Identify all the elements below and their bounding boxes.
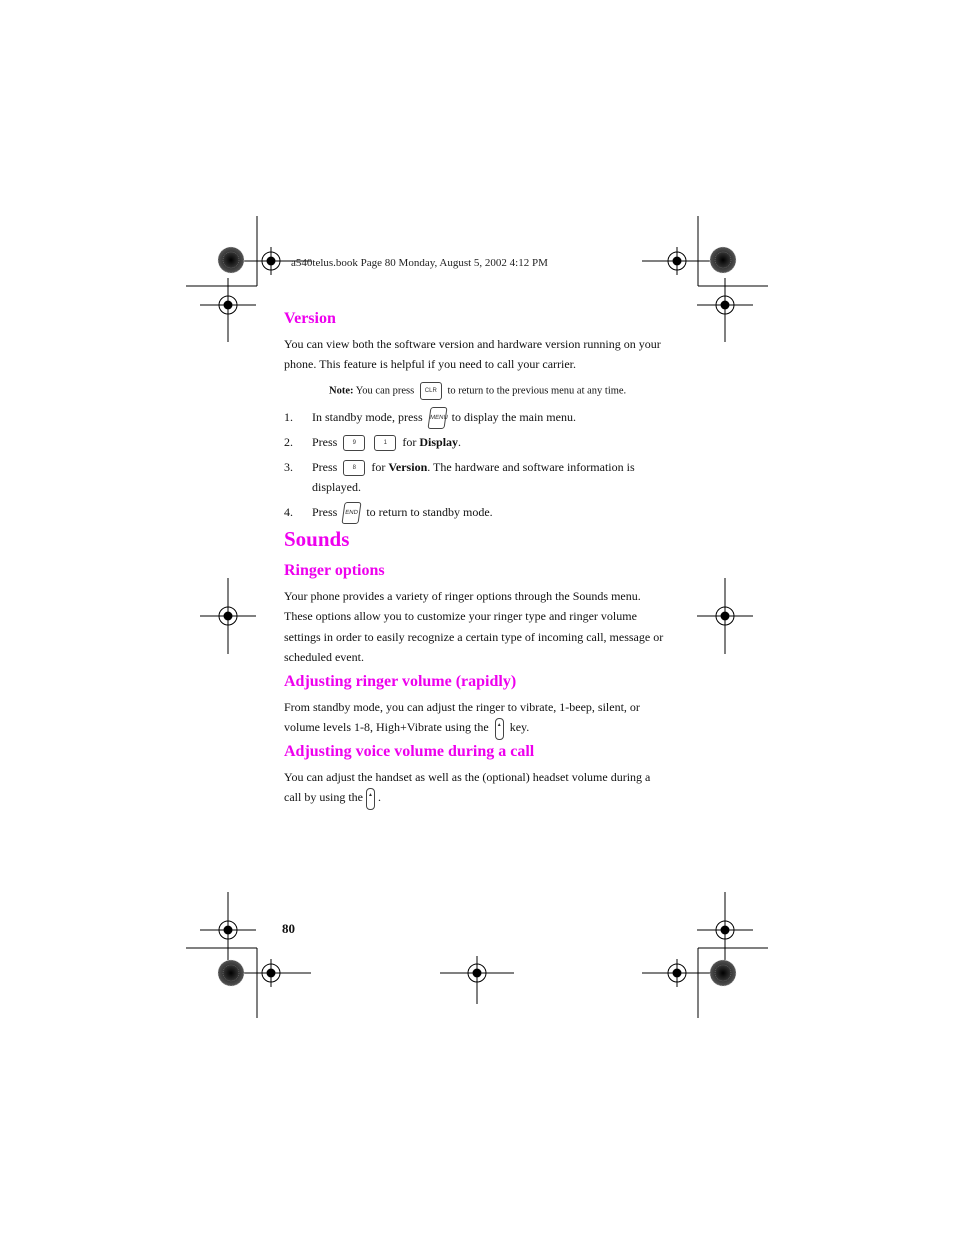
- step-number: 1.: [284, 410, 293, 424]
- menu-key-icon: MENU: [427, 407, 447, 429]
- key-9-icon: 9: [343, 435, 365, 451]
- body-text: You can adjust the handset as well as the (optional) headset volume during a call by using the: [284, 770, 651, 805]
- step-text: for: [402, 435, 417, 449]
- note-text-after: to return to the previous menu at any time.: [447, 385, 627, 397]
- ringer-volume-heading: Adjusting ringer volume (rapidly): [284, 673, 517, 690]
- note-text-before: You can press: [355, 385, 415, 397]
- body-text: .: [377, 790, 381, 805]
- page-number: 80: [282, 921, 295, 936]
- step-text: In standby mode, press: [312, 410, 423, 424]
- step-1: [284, 407, 669, 429]
- step-text: to display the main menu.: [451, 410, 576, 424]
- note: [329, 382, 626, 400]
- clr-key-icon: CLR: [420, 382, 442, 400]
- ringer-volume-body: [284, 697, 669, 740]
- key-8-icon: 8: [343, 460, 365, 476]
- ringer-options-body: Your phone provides a variety of ringer options through the Sounds menu. These options allow you to customize your ringer type and ringer volume settings in order to easily recognize a certain type of incoming call, message or scheduled event.: [284, 589, 664, 664]
- volume-key-icon: ▲: [366, 788, 375, 810]
- step-text: to return to standby mode.: [366, 505, 493, 519]
- step-number: 3.: [284, 460, 293, 474]
- voice-volume-body: [284, 767, 669, 810]
- step-text: Press: [312, 435, 338, 449]
- key-1-icon: 1: [374, 435, 396, 451]
- volume-key-icon: ▲: [495, 718, 504, 740]
- version-heading: Version: [284, 310, 336, 327]
- step-text: .: [458, 435, 462, 449]
- ringer-options-heading: Ringer options: [284, 562, 385, 579]
- body-text: key.: [509, 720, 530, 735]
- step-2: [284, 432, 669, 454]
- sounds-heading: Sounds: [284, 527, 350, 551]
- step-text: for: [371, 460, 386, 474]
- end-key-icon: END: [342, 502, 362, 524]
- step-number: 2.: [284, 435, 293, 449]
- step-text: Press: [312, 460, 338, 474]
- print-header: a540telus.book Page 80 Monday, August 5, 2002 4:12 PM: [291, 257, 548, 269]
- version-label: Version: [388, 460, 428, 474]
- step-number: 4.: [284, 505, 293, 519]
- voice-volume-heading: Adjusting voice volume during a call: [284, 743, 535, 760]
- display-label: Display: [419, 435, 459, 449]
- step-4: [284, 502, 669, 524]
- step-text: . The hardware and software information is displayed.: [312, 460, 635, 494]
- step-3: [284, 457, 669, 499]
- note-label: Note:: [329, 385, 354, 397]
- step-text: Press: [312, 505, 338, 519]
- version-intro: You can view both the software version and hardware version running on your phone. This feature is helpful if you need to call your carrier.: [284, 337, 661, 372]
- body-text: From standby mode, you can adjust the ringer to vibrate, 1-beep, silent, or volume levels 1-8, High+Vibrate using the: [284, 700, 640, 735]
